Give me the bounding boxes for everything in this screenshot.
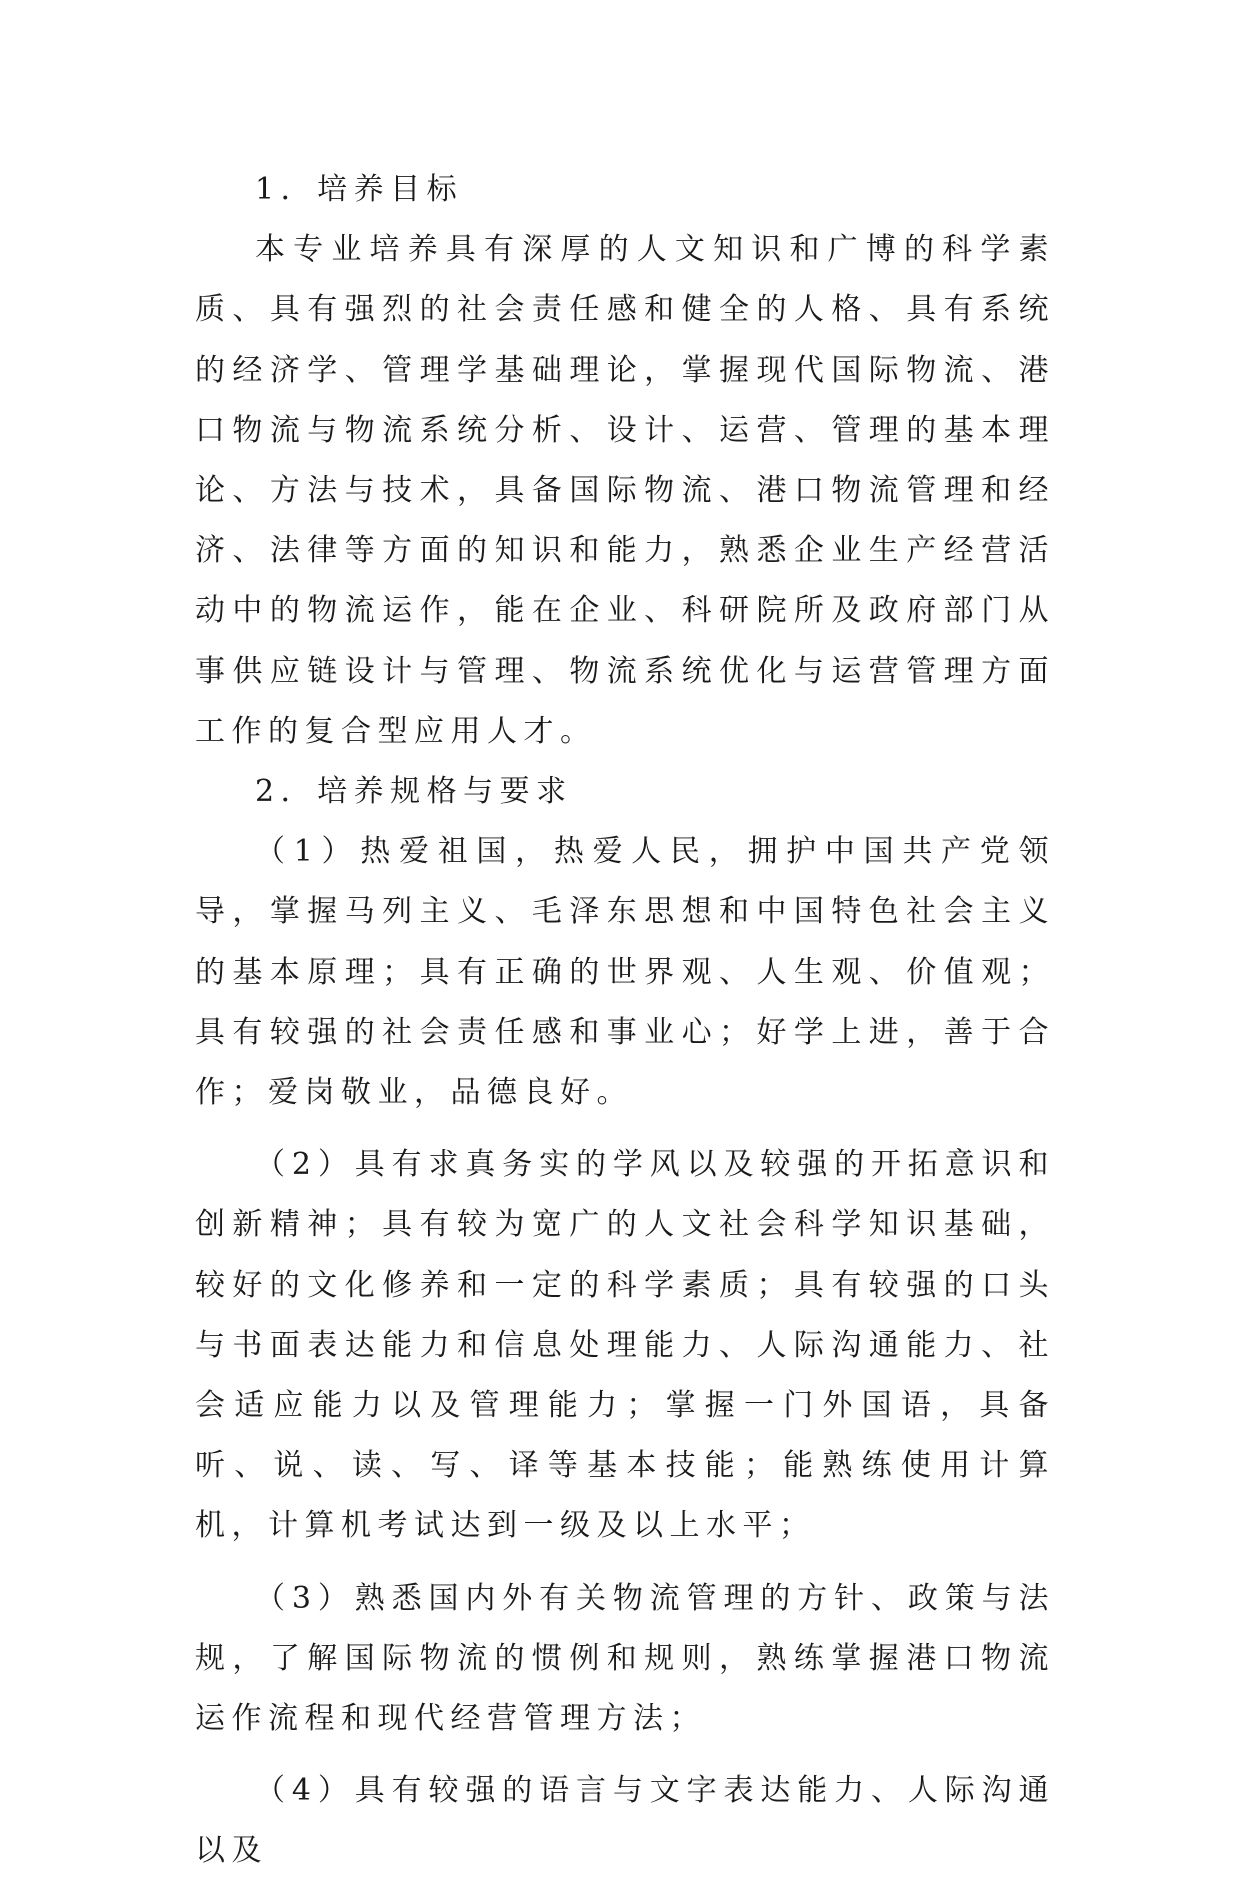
requirement-item-4: （4）具有较强的语言与文字表达能力、人际沟通以及 <box>195 1773 1055 1869</box>
requirement-item-1: （1）热爱祖国，热爱人民，拥护中国共产党领导，掌握马列主义、毛泽东思想和中国特色社会主义的基本原理；具有正确的世界观、人生观、价值观；具有较强的社会责任感和事业心；好学上进，善于合作；爱岗敬业，品德良好。 <box>195 834 1055 1111</box>
document-page <box>195 160 1055 1882</box>
section-heading-training-objectives: 1．培养目标 <box>255 172 464 207</box>
requirement-item-3: （3）熟悉国内外有关物流管理的方针、政策与法规，了解国际物流的惯例和规则，熟练掌握港口物流运作流程和现代经营管理方法； <box>195 1580 1055 1737</box>
paragraph-spacer <box>195 1749 1055 1761</box>
paragraph-spacer <box>195 1557 1055 1569</box>
requirement-item-2: （2）具有求真务实的学风以及较强的开拓意识和创新精神；具有较为宽广的人文社会科学知识基础，较好的文化修养和一定的科学素质；具有较强的口头与书面表达能力和信息处理能力、人际沟通能力、社会适应能力以及管理能力；掌握一门外国语，具备听、说、读、写、译等基本技能；能熟练使用计算机，计算机考试达到一级及以上水平； <box>195 1147 1055 1544</box>
section-heading-training-requirements: 2．培养规格与要求 <box>255 774 573 810</box>
paragraph-training-objectives: 本专业培养具有深厚的人文知识和广博的科学素质、具有强烈的社会责任感和健全的人格、具有系统的经济学、管理学基础理论，掌握现代国际物流、港口物流与物流系统分析、设计、运营、管理的基本理论、方法与技术，具备国际物流、港口物流管理和经济、法律等方面的知识和能力，熟悉企业生产经营活动中的物流运作，能在企业、科研院所及政府部门从事供应链设计与管理、物流系统优化与运营管理方面工作的复合型应用人才。 <box>195 232 1055 749</box>
paragraph-spacer <box>195 1123 1055 1135</box>
